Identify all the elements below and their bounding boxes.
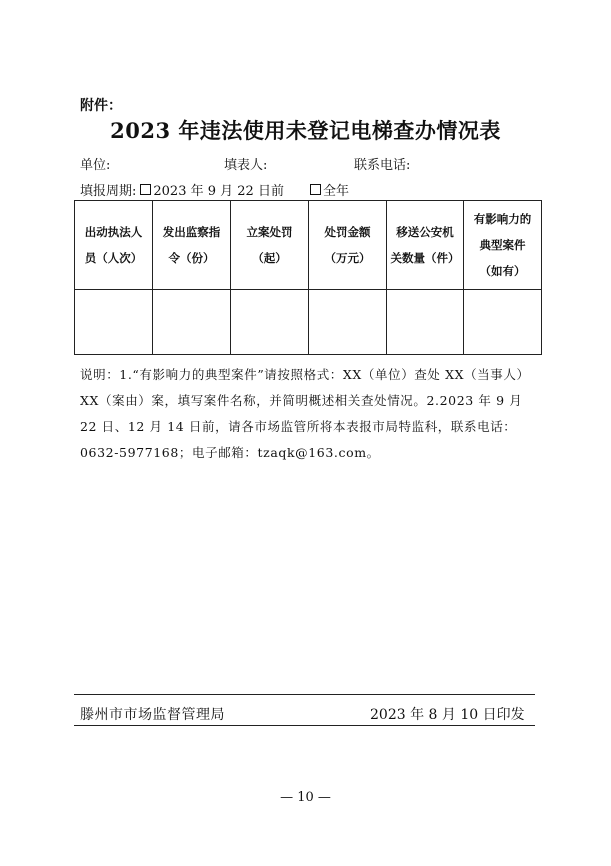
- header-supervision-orders: [153, 201, 231, 290]
- period-label: 填报周期:: [80, 184, 137, 199]
- table-cell[interactable]: [75, 290, 153, 355]
- table-cell[interactable]: [231, 290, 309, 355]
- period-option2-label: 全年: [322, 184, 349, 199]
- explanatory-note: 说明：1.“有影响力的典型案件”请按照格式：XX（单位）查处 XX（当事人）XX（案由）案，填写案件名称，并简明概述相关查处情况。2.2023 年 9 月 22 日、12 月 14 日前，请各市场监管所将本表报市局特监科，联系电话：0632-5977168；电子邮箱：tzaqk@163.com。: [80, 367, 530, 460]
- footer-top-rule: [74, 694, 535, 695]
- document-title: 2023 年违法使用未登记电梯查办情况表: [110, 118, 501, 143]
- header-police-transfers: [387, 201, 464, 290]
- period-option1-checkbox[interactable]: [140, 184, 151, 195]
- table-cell[interactable]: [309, 290, 387, 355]
- header-line: （万元）: [324, 251, 371, 265]
- phone-label: 联系电话:: [354, 158, 411, 173]
- table-cell[interactable]: [464, 290, 542, 355]
- header-penalty-amount: [309, 201, 387, 290]
- reporting-period: [80, 180, 349, 199]
- header-line: 发出监察指: [162, 225, 221, 239]
- period-option2-checkbox[interactable]: [310, 184, 321, 195]
- header-typical-cases: [464, 201, 542, 290]
- header-line: （如有）: [479, 264, 526, 278]
- filler-label: 填表人:: [224, 158, 268, 173]
- table-row: [75, 290, 542, 355]
- header-line: 典型案件: [479, 238, 526, 252]
- table-cell[interactable]: [153, 290, 231, 355]
- header-line: 立案处罚: [246, 225, 293, 239]
- table-cell[interactable]: [387, 290, 464, 355]
- footer-bottom-rule: [74, 725, 535, 726]
- report-table: [74, 200, 542, 355]
- header-cases-filed: [231, 201, 309, 290]
- header-line: （起）: [252, 251, 287, 265]
- header-line: 移送公安机: [396, 225, 454, 239]
- table-header-row: [75, 201, 542, 290]
- header-line: 有影响力的: [473, 212, 532, 226]
- header-line: 关数量（件）: [390, 251, 460, 265]
- header-line: 出动执法人: [84, 225, 143, 239]
- period-option1-label: 2023 年 9 月 22 日前: [153, 184, 284, 199]
- unit-label: 单位:: [80, 158, 111, 173]
- header-line: 令（份）: [168, 251, 215, 265]
- attachment-label: 附件：: [80, 98, 122, 114]
- header-line: 处罚金额: [324, 225, 371, 239]
- header-line: 员（人次）: [84, 251, 143, 265]
- issuer-name: 滕州市市场监督管理局: [80, 707, 225, 723]
- issue-date: 2023 年 8 月 10 日印发: [370, 707, 525, 723]
- page-number: — 10 —: [280, 790, 331, 805]
- header-enforcement-staff: [75, 201, 153, 290]
